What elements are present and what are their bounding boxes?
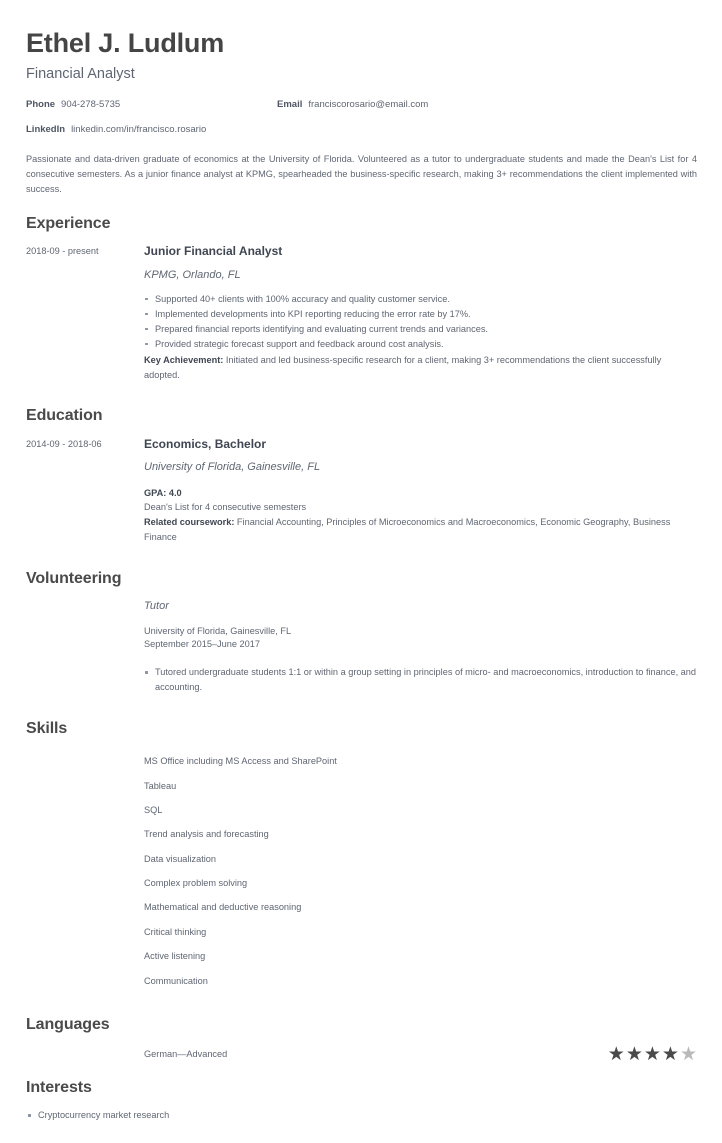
education-body xyxy=(144,437,697,546)
list-item: Supported 40+ clients with 100% accuracy and quality customer service. xyxy=(144,292,697,307)
list-item xyxy=(26,920,697,944)
section-title-languages: Languages xyxy=(26,1015,110,1033)
list-item xyxy=(26,944,697,968)
volunteering-period: September 2015–June 2017 xyxy=(144,639,260,650)
skill-label: Trend analysis and forecasting xyxy=(144,829,269,840)
language-item xyxy=(26,1045,697,1064)
skill-label: Active listening xyxy=(144,951,206,962)
skill-label: SQL xyxy=(144,804,163,815)
skill-label: Critical thinking xyxy=(144,926,207,937)
contact-row-1 xyxy=(26,99,697,111)
list-item: Prepared financial reports identifying and evaluating current trends and variances. xyxy=(144,322,697,337)
list-item xyxy=(26,895,697,919)
experience-body xyxy=(144,244,697,382)
experience-position-title: Junior Financial Analyst xyxy=(144,244,283,259)
list-item xyxy=(26,871,697,895)
contact-value-linkedin[interactable]: linkedin.com/in/francisco.rosario xyxy=(71,124,207,136)
education-deans-list: Dean's List for 4 consecutive semesters xyxy=(144,502,307,513)
list-item: Cryptocurrency market research xyxy=(26,1108,697,1123)
education-gpa xyxy=(144,486,697,501)
skills-list xyxy=(26,749,697,993)
section-experience xyxy=(26,214,697,383)
star-icon: ★ xyxy=(625,1044,643,1066)
candidate-job-title: Financial Analyst xyxy=(26,66,135,83)
contact-value-email[interactable]: franciscorosario@email.com xyxy=(308,99,429,111)
section-title-experience: Experience xyxy=(26,214,111,232)
section-volunteering xyxy=(26,569,697,695)
section-title-volunteering: Volunteering xyxy=(26,570,122,588)
list-item xyxy=(26,798,697,822)
education-institution: University of Florida, Gainesville, FL xyxy=(144,461,321,474)
section-education xyxy=(26,406,697,545)
contact-label-linkedin: LinkedIn xyxy=(26,124,66,136)
skill-label: Mathematical and deductive reasoning xyxy=(144,902,302,913)
candidate-name: Ethel J. Ludlum xyxy=(26,28,225,58)
experience-bullet-list xyxy=(144,292,697,352)
interests-list xyxy=(26,1108,697,1123)
volunteering-organization: University of Florida, Gainesville, FL xyxy=(144,625,292,636)
contact-phone xyxy=(26,99,277,111)
section-languages xyxy=(26,1015,697,1064)
volunteering-body xyxy=(144,599,697,695)
language-label: German—Advanced xyxy=(144,1049,228,1060)
section-title-education: Education xyxy=(26,407,103,425)
experience-key-achievement xyxy=(144,353,697,383)
skill-label: Communication xyxy=(144,975,208,986)
volunteering-entry xyxy=(26,599,697,695)
education-dates: 2014-09 - 2018-06 xyxy=(26,438,102,449)
contact-linkedin[interactable] xyxy=(26,124,206,136)
skill-label: Complex problem solving xyxy=(144,878,248,889)
coursework-label: Related coursework: xyxy=(144,517,235,528)
list-item xyxy=(26,822,697,846)
contact-label-phone: Phone xyxy=(26,99,56,111)
list-item: Implemented developments into KPI reporting reducing the error rate by 17%. xyxy=(144,307,697,322)
skill-label: Data visualization xyxy=(144,853,217,864)
experience-entry xyxy=(26,244,697,382)
gpa-label: GPA: 4.0 xyxy=(144,487,182,498)
section-title-skills: Skills xyxy=(26,720,68,738)
section-interests xyxy=(26,1078,697,1123)
contact-row-2 xyxy=(26,124,697,136)
volunteering-bullet-list xyxy=(144,665,697,695)
volunteering-role: Tutor xyxy=(144,600,169,613)
contact-block xyxy=(26,99,697,136)
star-icon: ★ xyxy=(607,1044,625,1066)
list-item xyxy=(26,969,697,993)
key-achievement-text: Initiated and led business-specific research for a client, making 3+ recommendations the client successfully adopted. xyxy=(144,354,662,380)
section-title-interests: Interests xyxy=(26,1079,92,1097)
list-item: Tutored undergraduate students 1:1 or within a group setting in principles of micro- and macroeconomics, introduction to finance, and accounting. xyxy=(144,665,697,695)
list-item xyxy=(26,847,697,871)
section-skills xyxy=(26,719,697,993)
volunteering-dates xyxy=(26,599,144,600)
star-icon-empty: ★ xyxy=(679,1044,697,1066)
education-degree: Economics, Bachelor xyxy=(144,436,267,451)
contact-value-phone: 904-278-5735 xyxy=(61,99,121,111)
education-entry xyxy=(26,437,697,546)
list-item: Provided strategic forecast support and feedback around cost analysis. xyxy=(144,337,697,352)
list-item xyxy=(26,774,697,798)
education-coursework xyxy=(144,515,697,545)
skill-label: MS Office including MS Access and SharePoint xyxy=(144,756,337,767)
resume-header xyxy=(26,28,697,136)
contact-email[interactable] xyxy=(277,99,428,111)
coursework-text: Financial Accounting, Principles of Microeconomics and Macroeconomics, Economic Geography, Business Finance xyxy=(144,517,671,543)
contact-label-email: Email xyxy=(277,99,303,111)
key-achievement-label: Key Achievement: xyxy=(144,354,224,365)
list-item xyxy=(26,749,697,773)
volunteering-meta xyxy=(144,625,697,653)
star-icon: ★ xyxy=(643,1044,661,1066)
experience-dates: 2018-09 - present xyxy=(26,246,99,257)
star-icon: ★ xyxy=(661,1044,679,1066)
education-details xyxy=(144,486,697,546)
skill-label: Tableau xyxy=(144,780,177,791)
professional-summary: Passionate and data-driven graduate of economics at the University of Florida. Volunteered as a tutor to undergraduate students and made the Dean's List for 4 consecutive semesters. As a junior finance analyst at KPMG, spearheaded the business-specific research, making 3+ recommendations the client implemented with success. xyxy=(26,154,697,194)
language-rating xyxy=(608,1045,697,1064)
experience-company: KPMG, Orlando, FL xyxy=(144,268,241,281)
